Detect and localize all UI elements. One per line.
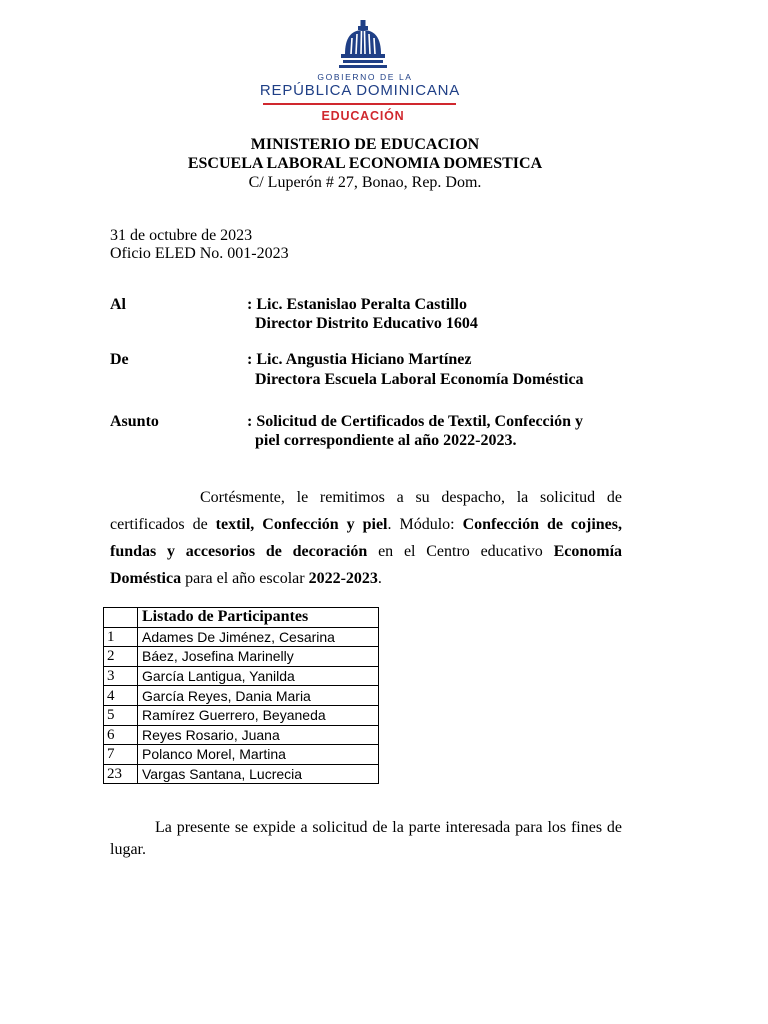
to-title: Director Distrito Educativo 1604 [255, 315, 478, 332]
table-header-num [104, 608, 138, 628]
ministry-title: MINISTERIO DE EDUCACION [250, 136, 480, 153]
logo-line-republica: REPÚBLICA DOMINICANA [259, 82, 461, 99]
table-row: 4 García Reyes, Dania Maria [104, 686, 379, 706]
from-title: Directora Escuela Laboral Economía Doméstica [255, 371, 584, 388]
document-reference: Oficio ELED No. 001-2023 [110, 245, 289, 262]
participants-table [103, 607, 379, 784]
table-row: 23 Vargas Santana, Lucrecia [104, 764, 379, 784]
subject-line-1: : Solicitud de Certificados de Textil, Confección y [247, 413, 583, 430]
school-title: ESCUELA LABORAL ECONOMIA DOMESTICA [187, 155, 543, 172]
from-name: : Lic. Angustia Hiciano Martínez [247, 351, 472, 368]
table-header-row [104, 608, 379, 628]
table-row: 7 Polanco Morel, Martina [104, 745, 379, 765]
to-name: : Lic. Estanislao Peralta Castillo [247, 296, 467, 313]
logo-divider [263, 103, 456, 105]
table-row: 3 García Lantigua, Yanilda [104, 666, 379, 686]
subject-label: Asunto [110, 413, 159, 430]
dome-emblem-icon [339, 20, 387, 68]
table-row: 2 Báez, Josefina Marinelly [104, 647, 379, 667]
table-row: 1 Adames De Jiménez, Cesarina [104, 627, 379, 647]
table-row: 5 Ramírez Guerrero, Beyaneda [104, 705, 379, 725]
subject-line-2: piel correspondiente al año 2022-2023. [255, 432, 517, 449]
logo-line-educacion: EDUCACIÓN [321, 109, 405, 123]
government-logo [0, 14, 768, 123]
document-date: 31 de octubre de 2023 [110, 227, 253, 244]
table-row: 6 Reyes Rosario, Juana [104, 725, 379, 745]
to-label: Al [110, 296, 126, 313]
logo-line-gobierno: GOBIERNO DE LA [317, 72, 413, 82]
body-paragraph: Cortésmente, le remitimos a su despacho, la solicitud de certificados de textil, Confección y piel. Módulo: Confección de cojines, fundas y accesorios de decoración en el Centro educativo Economía Doméstica para el año escolar 2022-2023. [110, 489, 623, 587]
school-address: C/ Luperón # 27, Bonao, Rep. Dom. [248, 174, 482, 191]
table-header-title: Listado de Participantes [138, 608, 379, 628]
closing-paragraph: La presente se expide a solicitud de la parte interesada para los fines de lugar. [110, 819, 622, 858]
from-label: De [110, 351, 129, 368]
